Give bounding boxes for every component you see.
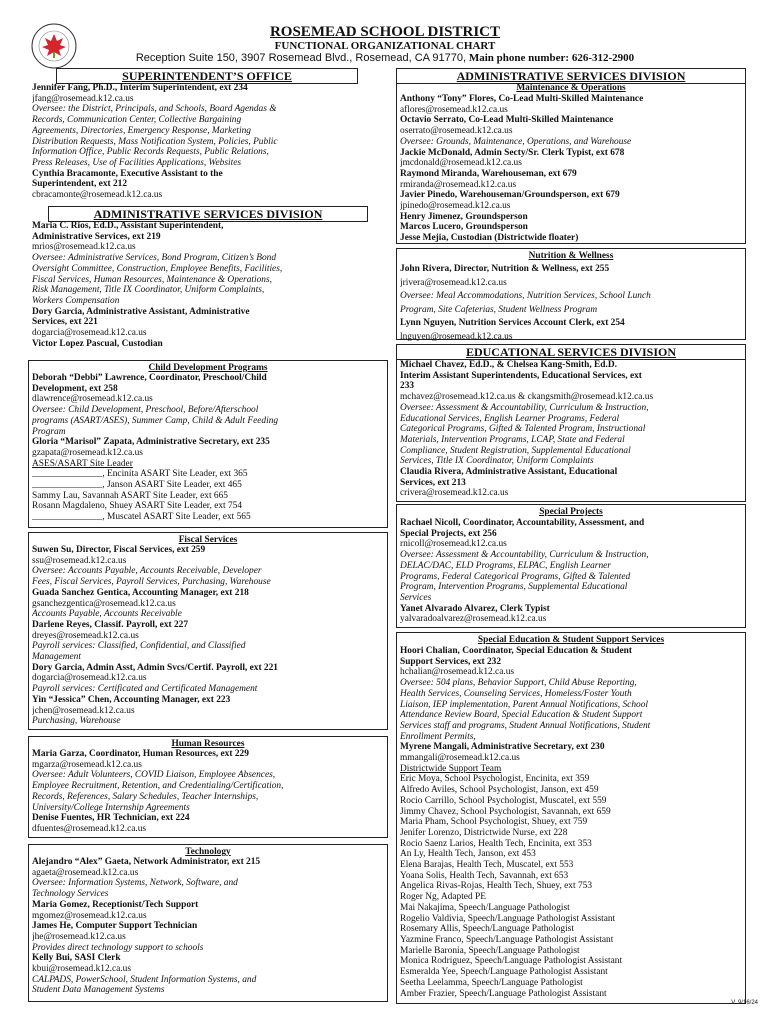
org-chart-line: Jenifer Lorenzo, Districtwide Nurse, ext 228 [400, 827, 568, 838]
org-chart-line: Special Projects, ext 256 [400, 528, 497, 539]
org-chart-line[interactable]: mmangali@rosemead.k12.ca.us [400, 753, 520, 764]
sped-box [396, 632, 746, 1004]
org-chart-line: Jimmy Chavez, School Psychologist, Savannah, ext 659 [400, 806, 611, 817]
org-chart-line[interactable]: aflores@rosemead.k12.ca.us [400, 104, 508, 115]
org-chart-line: Angelica Rivas-Rojas, Health Tech, Shuey, ext 753 [400, 881, 593, 892]
org-chart-line[interactable]: mrios@rosemead.k12.ca.us [32, 242, 136, 253]
special-projects-body [400, 518, 744, 625]
org-chart-line: Octavio Serrato, Co-Lead Multi-Skilled Maintenance [400, 115, 614, 126]
org-chart-line: Risk Management, Title IX Coordinator, Uniform Complaints, [32, 285, 265, 296]
org-chart-line: Oversee: Child Development, Preschool, Before/Afterschool [32, 405, 259, 416]
org-chart-line: Esmeralda Yee, Speech/Language Pathologist Assistant [400, 967, 608, 978]
sped-title: Special Education & Student Support Services [477, 635, 665, 645]
org-chart-line: Agreements, Directories, Emergency Response, Marketing [32, 125, 251, 136]
org-chart-line[interactable]: dogarcia@rosemead.k12.ca.us [32, 328, 147, 339]
org-chart-line: Darlene Reyes, Classif. Payroll, ext 227 [32, 619, 189, 630]
fiscal-body [32, 545, 386, 727]
org-chart-line: _______________, Muscatel ASART Site Leader, ext 565 [32, 512, 251, 523]
org-chart-line: Press Releases, Use of Facilities Applications, Websites [32, 157, 241, 168]
org-chart-line: Fiscal Services, Human Resources, Maintenance & Operations, [32, 274, 272, 285]
org-chart-line: Educational Services, English Learner Programs, Federal [400, 413, 620, 424]
org-chart-line: Services [400, 592, 432, 603]
org-chart-line: Oversee: Administrative Services, Bond Program, Citizen’s Bond [32, 253, 277, 264]
org-chart-line[interactable]: lnguyen@rosemead.k12.ca.us [400, 331, 513, 342]
org-chart-line[interactable]: yalvaradoalvarez@rosemead.k12.ca.us [400, 614, 547, 625]
org-chart-line: Categorical Programs, Gifted & Talented Program, Instructional [400, 424, 646, 435]
sped-body [400, 646, 744, 999]
org-chart-line[interactable]: mgarza@rosemead.k12.ca.us [32, 759, 142, 770]
org-chart-line: Oversee: Assessment & Accountability, Curriculum & Instruction, [400, 402, 649, 413]
child-dev-title: Child Development Programs [148, 363, 268, 373]
org-chart-line: Raymond Miranda, Warehouseman, ext 679 [400, 168, 577, 179]
child-dev-body [32, 373, 386, 523]
org-chart-line: Yazmine Franco, Speech/Language Pathologist Assistant [400, 934, 614, 945]
org-chart-line: Rosann Magdaleno, Shuey ASART Site Leader, ext 754 [32, 501, 243, 512]
org-chart-line: Attendance Review Board, Special Education & Student Support [400, 710, 643, 721]
org-chart-line: Payroll services: Certificated and Certificated Management [32, 684, 258, 695]
org-chart-line: Maria Pham, School Psychologist, Shuey, ext 759 [400, 817, 588, 828]
org-chart-line: Yin “Jessica” Chen, Accounting Manager, ext 223 [32, 694, 231, 705]
org-chart-line: Guada Sanchez Gentica, Accounting Manager, ext 218 [32, 587, 249, 598]
nutrition-title: Nutrition & Wellness [528, 251, 614, 261]
org-chart-line[interactable]: dlawrence@rosemead.k12.ca.us [32, 394, 153, 405]
org-chart-line: Workers Compensation [32, 295, 120, 306]
org-chart-line[interactable]: jpinedo@rosemead.k12.ca.us [400, 201, 511, 212]
org-chart-line: Sammy Lau, Savannah ASART Site Leader, ext 665 [32, 490, 228, 501]
org-chart-line: Compliance, Student Registration, Supplemental Educational [400, 445, 631, 456]
org-chart-line: Oversight Committee, Construction, Employee Benefits, Facilities, [32, 263, 283, 274]
org-chart-line: Dory Garcia, Administrative Assistant, Administrative [32, 306, 250, 317]
org-chart-line: Henry Jimenez, Groundsperson [400, 211, 528, 222]
org-chart-line: Yanet Alvarado Alvarez, Clerk Typist [400, 603, 550, 614]
org-chart-line: Denise Fuentes, HR Technician, ext 224 [32, 813, 190, 824]
org-chart-line: Maria C. Rios, Ed.D., Assistant Superintendent, [32, 221, 224, 231]
superintendent-body [32, 83, 384, 201]
org-chart-line: Employee Recruitment, Retention, and Credentialing/Certification, [32, 781, 284, 792]
org-chart-line[interactable]: crivera@rosemead.k12.ca.us [400, 488, 509, 499]
org-chart-line: Roger Ng, Adapted PE [400, 892, 486, 903]
nutrition-body [400, 263, 744, 344]
org-chart-line: Cynthia Bracamonte, Executive Assistant to the [32, 168, 223, 179]
org-chart-line: Purchasing, Warehouse [32, 716, 121, 727]
org-chart-line: Interim Assistant Superintendents, Educational Services, ext [400, 370, 642, 381]
org-chart-line: Program [32, 426, 66, 437]
org-chart-line: Student Data Management Systems [32, 985, 165, 996]
edu-box [396, 344, 746, 502]
org-chart-line: Information Office, Public Records Requests, Public Relations, [32, 147, 269, 158]
superintendent-title: SUPERINTENDENT’S OFFICE [56, 68, 358, 84]
org-chart-line[interactable]: jchen@rosemead.k12.ca.us [32, 705, 135, 716]
org-chart-line: Seetha Leelamma, Speech/Language Pathologist [400, 977, 583, 988]
admin-left-body [32, 221, 386, 349]
org-chart-line: Services, ext 221 [32, 317, 98, 328]
org-chart-line: An Ly, Health Tech, Janson, ext 453 [400, 849, 536, 860]
org-chart-line: Accounts Payable, Accounts Receivable [32, 609, 182, 620]
org-chart-line: Services, ext 213 [400, 477, 466, 488]
org-chart-line: Oversee: Information Systems, Network, Software, and [32, 878, 238, 889]
hr-title: Human Resources [171, 739, 245, 749]
org-chart-line: Monica Rodriguez, Speech/Language Pathologist Assistant [400, 956, 623, 967]
org-chart-line: Anthony “Tony” Flores, Co-Lead Multi-Skilled Maintenance [400, 94, 644, 104]
org-chart-line: Alejandro “Alex” Gaeta, Network Administrator, ext 215 [32, 857, 261, 867]
fiscal-box [28, 532, 388, 730]
phone: Main phone number: 626-312-2900 [468, 52, 635, 64]
fiscal-title: Fiscal Services [178, 535, 238, 545]
org-chart-line: Rogelio Valdivia, Speech/Language Pathologist Assistant [400, 913, 616, 924]
org-chart-line: Oversee: Meal Accommodations, Nutrition Services, School Lunch [400, 291, 651, 301]
org-chart-line: Support Services, ext 232 [400, 656, 502, 667]
org-chart-line: Alfredo Aviles, School Psychologist, Janson, ext 459 [400, 785, 599, 796]
address-line [0, 52, 770, 65]
org-chart-line: Materials, Intervention Programs, LCAP, State and Federal [400, 434, 625, 445]
org-chart-line[interactable]: gsanchezgentica@rosemead.k12.ca.us [32, 598, 176, 609]
org-chart-line: Districtwide Support Team [400, 763, 502, 774]
org-chart-line: Management [32, 652, 81, 663]
org-chart-line: Services, Title IX Coordinator, Uniform Complaints [400, 456, 594, 467]
org-chart-line: Mai Nakajima, Speech/Language Pathologist [400, 902, 570, 913]
org-chart-line: _______________, Janson ASART Site Leader, ext 465 [32, 480, 242, 491]
org-chart-line: Suwen Su, Director, Fiscal Services, ext 259 [32, 545, 206, 555]
org-chart-line: Elena Barajas, Health Tech, Muscatel, ext 553 [400, 860, 574, 871]
org-chart-line[interactable]: jfang@rosemead.k12.ca.us [32, 93, 134, 104]
page-title: ROSEMEAD SCHOOL DISTRICT [269, 24, 501, 40]
org-chart-line: Liaison, IEP implementation, Parent Annual Notifications, School [400, 699, 648, 710]
org-chart-line: Amber Frazier, Speech/Language Pathologist Assistant [400, 988, 607, 999]
org-chart-line: Jennifer Fang, Ph.D., Interim Superintendent, ext 234 [32, 83, 248, 93]
org-chart-line: DELAC/DAC, ELD Programs, ELPAC, English Learner [400, 560, 611, 571]
org-chart-line: Victor Lopez Pascual, Custodian [32, 338, 163, 349]
org-chart-line: Jesse Mejia, Custodian (Districtwide floater) [400, 233, 579, 244]
org-chart-line: Marielle Baronia, Speech/Language Pathologist [400, 945, 580, 956]
org-chart-line[interactable]: rmiranda@rosemead.k12.ca.us [400, 179, 517, 190]
org-chart-line: Myrene Mangali, Administrative Secretary, ext 230 [400, 742, 605, 753]
org-chart-line: Program, Intervention Programs, Supplemental Educational [400, 582, 628, 593]
org-chart-line: University/College Internship Agreements [32, 802, 190, 813]
hr-box [28, 736, 388, 838]
org-chart-line: Rocio Carrillo, School Psychologist, Muscatel, ext 559 [400, 795, 607, 806]
org-chart-line: Marcos Lucero, Groundsperson [400, 222, 528, 233]
org-chart-line: Rachael Nicoll, Coordinator, Accountability, Assessment, and [400, 518, 645, 528]
org-chart-line[interactable]: cbracamonte@rosemead.k12.ca.us [32, 190, 163, 201]
org-chart-line: Gloria “Marisol” Zapata, Administrative Secretary, ext 235 [32, 437, 270, 448]
org-chart-line: Superintendent, ext 212 [32, 179, 128, 190]
admin-left-title: ADMINISTRATIVE SERVICES DIVISION [48, 206, 368, 222]
org-chart-line[interactable]: ssu@rosemead.k12.ca.us [32, 555, 127, 566]
org-chart-line: Oversee: 504 plans, Behavior Support, Child Abuse Reporting, [400, 678, 637, 689]
org-chart-line[interactable]: gzapata@rosemead.k12.ca.us [32, 447, 143, 458]
org-chart-line: Javier Pinedo, Warehouseman/Groundsperson, ext 679 [400, 190, 620, 201]
org-chart-line[interactable]: hchalian@rosemead.k12.ca.us [400, 667, 515, 678]
superintendent-box [28, 68, 386, 206]
org-chart-line: Eric Moya, School Psychologist, Encinita, ext 359 [400, 774, 590, 785]
org-chart-line: Rocio Saenz Larios, Health Tech, Encinita, ext 353 [400, 838, 592, 849]
org-chart-line: Provides direct technology support to schools [32, 942, 204, 953]
org-chart-line[interactable]: dreyes@rosemead.k12.ca.us [32, 630, 139, 641]
org-chart-line: Rosemary Allis, Speech/Language Pathologist [400, 924, 574, 935]
admin-right-box [396, 68, 746, 244]
org-chart-line[interactable]: rnicoll@rosemead.k12.ca.us [400, 539, 507, 550]
admin-right-title: ADMINISTRATIVE SERVICES DIVISION [397, 69, 745, 84]
org-chart-line: Jackie McDonald, Admin Secty/Sr. Clerk Typist, ext 678 [400, 147, 625, 158]
version-label: V. 9/16/24 [731, 1000, 758, 1006]
org-chart-line: Kelly Bui, SASI Clerk [32, 953, 121, 964]
org-chart-line: John Rivera, Director, Nutrition & Wellness, ext 255 [400, 264, 610, 274]
org-chart-line: Hoori Chalian, Coordinator, Special Education & Student [400, 646, 632, 656]
hr-body [32, 749, 386, 835]
tech-body [32, 857, 386, 996]
org-chart-line: Oversee: Assessment & Accountability, Curriculum & Instruction, [400, 550, 649, 561]
org-chart-line: Fees, Fiscal Services, Payroll Services, Purchasing, Warehouse [32, 577, 271, 588]
admin-left-box [28, 206, 388, 356]
org-chart-line[interactable]: oserrato@rosemead.k12.ca.us [400, 126, 513, 137]
org-chart-line: Health Services, Counseling Services, Homeless/Foster Youth [400, 688, 632, 699]
org-chart-line[interactable]: dfuentes@rosemead.k12.ca.us [32, 823, 147, 834]
org-chart-line: Program, Site Cafeterias, Student Wellness Program [400, 304, 598, 315]
org-chart-line: Yoana Solis, Health Tech, Savannah, ext 653 [400, 870, 569, 881]
org-chart-line[interactable]: dogarcia@rosemead.k12.ca.us [32, 673, 147, 684]
org-chart-line: Payroll services: Classified, Confidential, and Classified [32, 641, 246, 652]
tech-title: Technology [185, 847, 231, 857]
org-chart-line: Deborah “Debbi” Lawrence, Coordinator, Preschool/Child [32, 373, 267, 383]
org-chart-line: Maria Garza, Coordinator, Human Resources, ext 229 [32, 749, 249, 759]
org-chart-line: Oversee: Grounds, Maintenance, Operations, and Warehouse [400, 136, 632, 147]
tech-box [28, 844, 388, 1002]
admin-right-subtitle: Maintenance & Operations [516, 83, 626, 93]
org-chart-line: Development, ext 258 [32, 383, 118, 394]
org-chart-line: Oversee: Accounts Payable, Accounts Receivable, Developer [32, 566, 262, 577]
org-chart-line: Services staff and programs, Student Annual Notifications, Student [400, 720, 651, 731]
org-chart-line: ASES/ASART Site Leader [32, 458, 133, 469]
org-chart-line: Oversee: the District, Principals, and Schools, Board Agendas & [32, 104, 277, 115]
org-chart-line: programs (ASART/ASES), Summer Camp, Child & Adult Feeding [32, 415, 279, 426]
org-chart-line: Enrollment Permits, [400, 731, 476, 742]
org-chart-line: _______________, Encinita ASART Site Leader, ext 365 [32, 469, 248, 480]
org-chart-line[interactable]: mchavez@rosemead.k12.ca.us & ckangsmith@rosemead.k12.ca.us [400, 392, 654, 403]
admin-right-body [400, 94, 744, 244]
org-chart-line: Maria Gomez, Receptionist/Tech Support [32, 899, 199, 910]
org-chart-line[interactable]: jmcdonald@rosemead.k12.ca.us [400, 158, 522, 169]
org-chart-line: 233 [400, 381, 415, 392]
org-chart-line: Administrative Services, ext 219 [32, 231, 161, 242]
org-chart-line: James He, Computer Support Technician [32, 921, 198, 932]
org-chart-line: Lynn Nguyen, Nutrition Services Account Clerk, ext 254 [400, 318, 625, 328]
org-chart-line: Oversee: Adult Volunteers, COVID Liaison, Employee Absences, [32, 770, 276, 781]
org-chart-line: Records, References, Salary Schedules, Teacher Internships, [32, 791, 259, 802]
org-chart-line: Distribution Requests, Mass Notification System, Policies, Public [32, 136, 278, 147]
org-chart-line: Programs, Federal Categorical Programs, Gifted & Talented [400, 571, 631, 582]
nutrition-box [396, 248, 746, 340]
org-chart-line[interactable]: jrivera@rosemead.k12.ca.us [400, 277, 507, 288]
org-chart-line: Dory Garcia, Admin Asst, Admin Svcs/Certif. Payroll, ext 221 [32, 662, 278, 673]
edu-body [400, 360, 744, 499]
org-chart-line: Claudia Rivera, Administrative Assistant, Educational [400, 467, 618, 478]
special-projects-title: Special Projects [539, 507, 603, 517]
child-dev-box [28, 360, 388, 528]
org-chart-line: CALPADS, PowerSchool, Student Information Systems, and [32, 974, 257, 985]
org-chart-line: Technology Services [32, 889, 109, 900]
special-projects-box [396, 504, 746, 628]
org-chart-line[interactable]: jhe@rosemead.k12.ca.us [32, 931, 126, 942]
org-chart-line[interactable]: kbui@rosemead.k12.ca.us [32, 964, 131, 975]
org-chart-line: Michael Chavez, Ed.D., & Chelsea Kang-Smith, Ed.D. [400, 360, 617, 370]
page-subtitle: FUNCTIONAL ORGANIZATIONAL CHART [274, 40, 496, 52]
org-chart-line[interactable]: agaeta@rosemead.k12.ca.us [32, 867, 139, 878]
header [0, 24, 770, 65]
edu-title: EDUCATIONAL SERVICES DIVISION [397, 345, 745, 360]
org-chart-line: Records, Communication Center, Collective Bargaining [32, 115, 242, 126]
address: Reception Suite 150, 3907 Rosemead Blvd., Rosemead, CA 91770, [135, 52, 467, 64]
org-chart-line[interactable]: mgomez@rosemead.k12.ca.us [32, 910, 147, 921]
